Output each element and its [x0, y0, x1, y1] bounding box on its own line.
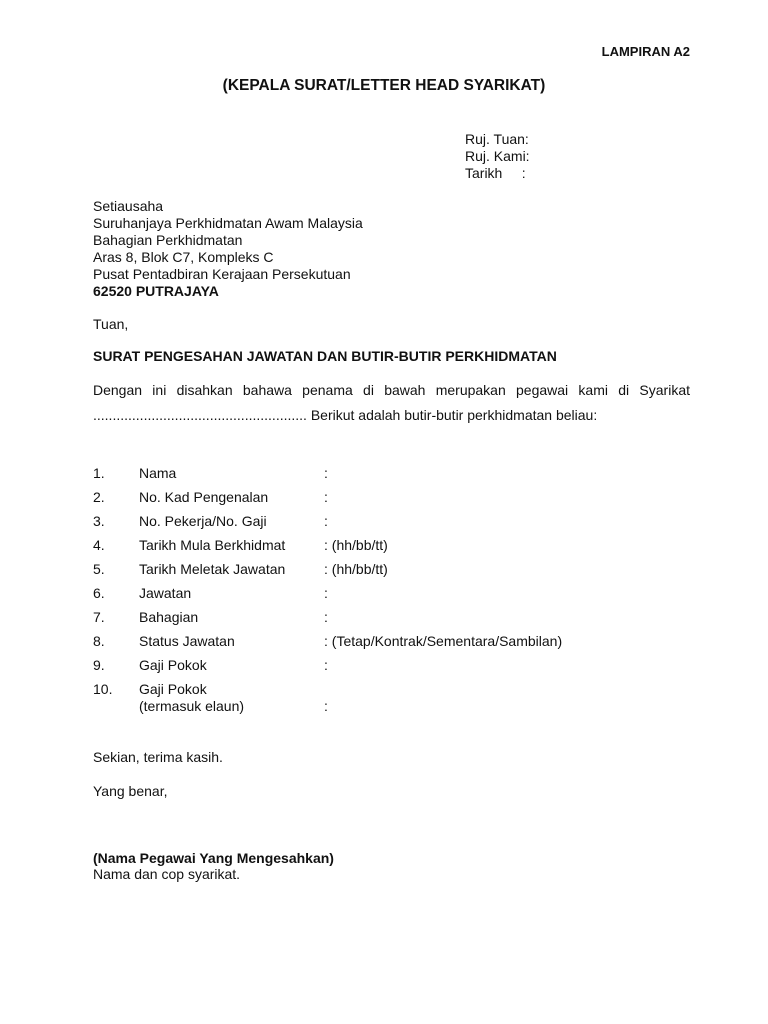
signer-name: (Nama Pegawai Yang Mengesahkan): [93, 850, 334, 866]
list-item: [0, 657, 768, 681]
list-item: [0, 561, 768, 585]
item-label: Jawatan: [139, 585, 192, 601]
item-number: 1.: [93, 465, 105, 481]
signer-note: Nama dan cop syarikat.: [93, 866, 241, 882]
recipient-center: Pusat Pentadbiran Kerajaan Persekutuan: [93, 266, 351, 282]
item-value: : (hh/bb/tt): [324, 537, 388, 553]
yang-benar: Yang benar,: [93, 783, 168, 799]
item-number: 7.: [93, 609, 105, 625]
recipient-title: Setiausaha: [93, 198, 164, 214]
item-label-sub: (termasuk elaun): [139, 698, 245, 714]
item-number: 8.: [93, 633, 105, 649]
letter-subject: SURAT PENGESAHAN JAWATAN DAN BUTIR-BUTIR PERKHIDMATAN: [93, 348, 557, 364]
item-value: :: [324, 657, 328, 673]
item-number: 10.: [93, 681, 113, 697]
recipient-org: Suruhanjaya Perkhidmatan Awam Malaysia: [93, 215, 363, 231]
recipient-floor: Aras 8, Blok C7, Kompleks C: [93, 249, 274, 265]
item-value: :: [324, 513, 328, 529]
ref-date: Tarikh :: [465, 165, 526, 181]
item-value: :: [324, 698, 328, 714]
list-item: [0, 513, 768, 537]
item-value: : (hh/bb/tt): [324, 561, 388, 577]
item-label: Nama: [139, 465, 177, 481]
appendix-label: LAMPIRAN A2: [601, 44, 690, 59]
list-item: [0, 465, 768, 489]
recipient-division: Bahagian Perkhidmatan: [93, 232, 243, 248]
salutation: Tuan,: [93, 316, 129, 332]
item-number: 3.: [93, 513, 105, 529]
item-number: 5.: [93, 561, 105, 577]
item-label: No. Pekerja/No. Gaji: [139, 513, 267, 529]
ref-tuan: Ruj. Tuan:: [465, 131, 529, 147]
item-label: Tarikh Meletak Jawatan: [139, 561, 286, 577]
item-number: 6.: [93, 585, 105, 601]
letterhead-title: (KEPALA SURAT/LETTER HEAD SYARIKAT): [222, 77, 546, 94]
item-label: No. Kad Pengenalan: [139, 489, 269, 505]
item-value: :: [324, 465, 328, 481]
ref-kami: Ruj. Kami:: [465, 148, 530, 164]
list-item: [0, 681, 768, 721]
closing-text: Sekian, terima kasih.: [93, 749, 223, 765]
item-label: Bahagian: [139, 609, 199, 625]
item-label: Status Jawatan: [139, 633, 235, 649]
item-number: 2.: [93, 489, 105, 505]
recipient-postcode: 62520 PUTRAJAYA: [93, 283, 219, 299]
list-item: [0, 633, 768, 657]
item-value: :: [324, 489, 328, 505]
item-number: 4.: [93, 537, 105, 553]
list-item: [0, 537, 768, 561]
list-item: [0, 609, 768, 633]
item-label: Gaji Pokok: [139, 657, 207, 673]
item-value: : (Tetap/Kontrak/Sementara/Sambilan): [324, 633, 563, 649]
list-item: [0, 585, 768, 609]
item-label: Gaji Pokok: [139, 681, 207, 697]
item-value: :: [324, 585, 328, 601]
item-value: :: [324, 609, 328, 625]
intro-paragraph: Dengan ini disahkan bahawa penama di bawah merupakan pegawai kami di Syarikat ....................................................... Berikut adalah butir-butir perkhidmatan beliau:: [93, 382, 690, 423]
item-label: Tarikh Mula Berkhidmat: [139, 537, 286, 553]
list-item: [0, 489, 768, 513]
item-number: 9.: [93, 657, 105, 673]
